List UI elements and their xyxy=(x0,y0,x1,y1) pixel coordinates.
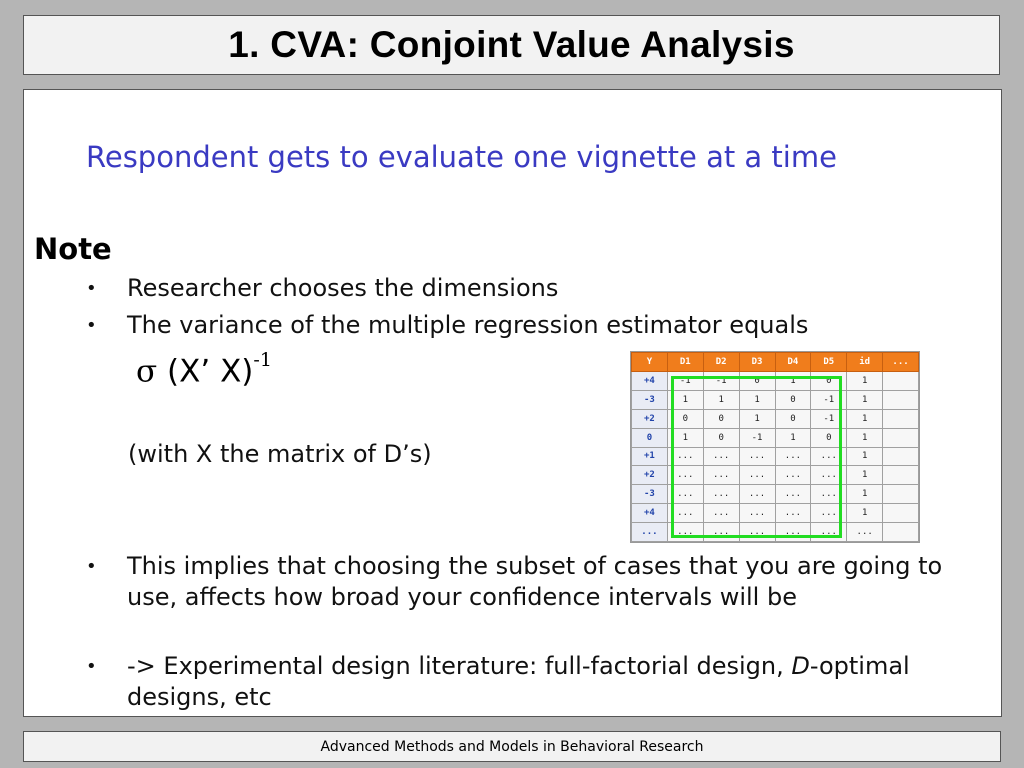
bullet-text xyxy=(127,651,977,713)
column-header: ... xyxy=(883,353,919,372)
table-cell: ... xyxy=(811,504,847,523)
variance-formula xyxy=(136,349,272,390)
table-cell: 1 xyxy=(667,428,703,447)
table-cell: ... xyxy=(667,523,703,542)
table-cell: ... xyxy=(632,523,668,542)
slide-footer xyxy=(23,731,1001,762)
table-cell: ... xyxy=(847,523,883,542)
table-row xyxy=(632,485,919,504)
bullet-marker: • xyxy=(86,556,97,577)
bullet-text-part: -optimal designs, etc xyxy=(127,652,910,711)
column-header: D2 xyxy=(703,353,739,372)
table-cell: -3 xyxy=(632,390,668,409)
table-cell: ... xyxy=(739,485,775,504)
table-cell xyxy=(883,466,919,485)
table-cell: +4 xyxy=(632,372,668,391)
table-cell xyxy=(883,428,919,447)
table-cell: ... xyxy=(775,504,811,523)
table-cell xyxy=(883,372,919,391)
table-cell: 0 xyxy=(703,428,739,447)
table-row xyxy=(632,372,919,391)
table-cell xyxy=(883,409,919,428)
table-cell: 1 xyxy=(739,409,775,428)
table-cell: 1 xyxy=(703,390,739,409)
formula-exponent: -1 xyxy=(253,349,272,371)
table-cell: ... xyxy=(739,447,775,466)
table-cell: ... xyxy=(703,485,739,504)
table-cell: -1 xyxy=(703,372,739,391)
column-header: D5 xyxy=(811,353,847,372)
table-cell: ... xyxy=(703,504,739,523)
table-cell: -3 xyxy=(632,485,668,504)
bullet-marker: • xyxy=(86,278,97,299)
table-cell: ... xyxy=(775,466,811,485)
table-cell: 1 xyxy=(847,466,883,485)
table-cell: 1 xyxy=(847,409,883,428)
table-cell: ... xyxy=(739,504,775,523)
table-row xyxy=(632,428,919,447)
table-cell: 1 xyxy=(847,428,883,447)
table-cell: ... xyxy=(739,523,775,542)
table-cell: -1 xyxy=(811,390,847,409)
table-cell: ... xyxy=(667,466,703,485)
table-cell: ... xyxy=(703,466,739,485)
table-cell xyxy=(883,390,919,409)
slide-content xyxy=(23,89,1002,717)
table-cell: ... xyxy=(811,485,847,504)
table-cell: ... xyxy=(667,485,703,504)
table-cell: ... xyxy=(775,485,811,504)
table-cell: +2 xyxy=(632,409,668,428)
bullet-text-part: -> Experimental design literature: full-factorial design, xyxy=(127,652,792,680)
table-cell: 0 xyxy=(811,372,847,391)
table-cell: 1 xyxy=(847,485,883,504)
design-matrix-table xyxy=(631,352,919,542)
table-cell: 1 xyxy=(847,390,883,409)
column-header: D3 xyxy=(739,353,775,372)
table-row xyxy=(632,504,919,523)
table-cell: ... xyxy=(703,523,739,542)
design-matrix-image xyxy=(630,351,920,543)
table-row xyxy=(632,523,919,542)
table-cell: 0 xyxy=(739,372,775,391)
bullet-text-italic: D xyxy=(791,652,810,680)
table-cell: 1 xyxy=(739,390,775,409)
table-cell: 0 xyxy=(775,390,811,409)
table-cell: 0 xyxy=(632,428,668,447)
design-matrix-body xyxy=(632,372,919,542)
table-row xyxy=(632,447,919,466)
table-cell: 1 xyxy=(775,428,811,447)
table-cell: +4 xyxy=(632,504,668,523)
table-cell: ... xyxy=(667,504,703,523)
table-cell xyxy=(883,504,919,523)
table-cell: 0 xyxy=(667,409,703,428)
table-cell: ... xyxy=(739,466,775,485)
table-header-row xyxy=(632,353,919,372)
slide-subtitle: Respondent gets to evaluate one vignette at a time xyxy=(86,140,837,174)
matrix-note: (with X the matrix of D’s) xyxy=(128,440,432,468)
table-cell: ... xyxy=(811,466,847,485)
note-heading: Note xyxy=(34,232,112,266)
bullet-text: Researcher chooses the dimensions xyxy=(127,274,559,302)
column-header: D4 xyxy=(775,353,811,372)
table-cell: 1 xyxy=(667,390,703,409)
table-cell: ... xyxy=(703,447,739,466)
bullet-marker: • xyxy=(86,315,97,336)
bullet-text: This implies that choosing the subset of cases that you are going to use, affects how broad your confidence intervals will be xyxy=(127,552,943,611)
table-cell: 1 xyxy=(847,504,883,523)
column-header: id xyxy=(847,353,883,372)
slide-title: 1. CVA: Conjoint Value Analysis xyxy=(228,24,795,65)
table-cell: -1 xyxy=(811,409,847,428)
table-row xyxy=(632,466,919,485)
table-cell xyxy=(883,447,919,466)
column-header: D1 xyxy=(667,353,703,372)
sigma-symbol: σ xyxy=(136,353,158,390)
table-row xyxy=(632,390,919,409)
table-cell: +1 xyxy=(632,447,668,466)
table-cell: 0 xyxy=(775,409,811,428)
table-cell xyxy=(883,485,919,504)
bullet-marker: • xyxy=(86,656,97,677)
table-cell: -1 xyxy=(667,372,703,391)
table-cell xyxy=(883,523,919,542)
bullet-text: The variance of the multiple regression estimator equals xyxy=(127,311,809,339)
table-cell: ... xyxy=(775,447,811,466)
table-cell: ... xyxy=(667,447,703,466)
table-cell: 1 xyxy=(847,372,883,391)
table-cell: 1 xyxy=(775,372,811,391)
table-row xyxy=(632,409,919,428)
table-cell: 0 xyxy=(811,428,847,447)
slide-title-box xyxy=(23,15,1000,75)
column-header: Y xyxy=(632,353,668,372)
table-cell: 1 xyxy=(847,447,883,466)
formula-body: (X’ X) xyxy=(167,353,254,390)
table-cell: 0 xyxy=(703,409,739,428)
table-cell: -1 xyxy=(739,428,775,447)
table-cell: +2 xyxy=(632,466,668,485)
table-cell: ... xyxy=(811,523,847,542)
footer-text: Advanced Methods and Models in Behavioral Research xyxy=(320,738,704,755)
table-cell: ... xyxy=(775,523,811,542)
table-cell: ... xyxy=(811,447,847,466)
